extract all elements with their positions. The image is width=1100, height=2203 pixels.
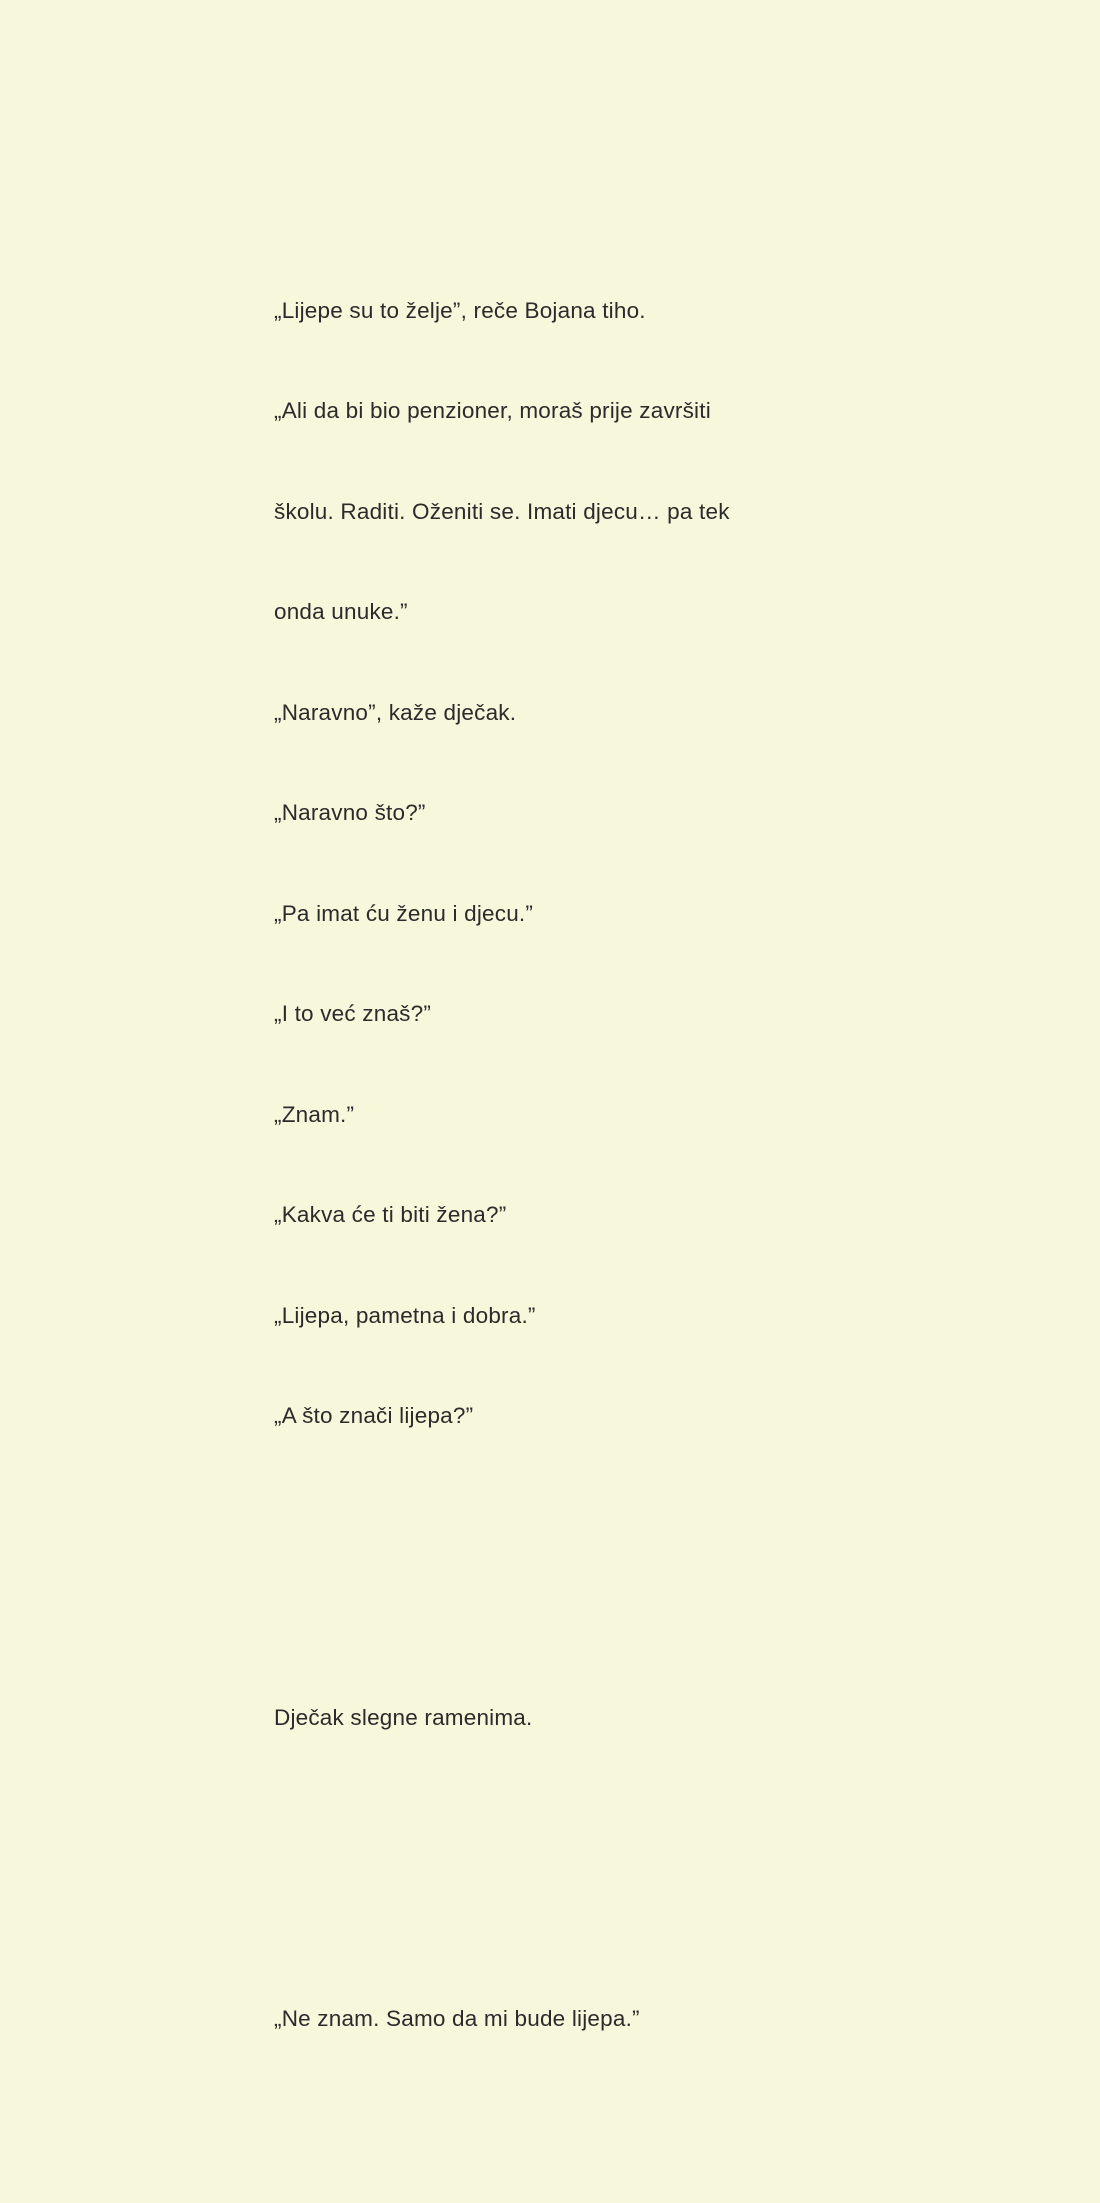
text-line: „Naravno”, kaže dječak. — [274, 699, 517, 725]
paragraph — [274, 1634, 914, 1802]
text-line: „Ali da bi bio penzioner, moraš prije završiti — [274, 398, 711, 423]
paragraph — [274, 227, 914, 1500]
text-line: Dječak slegne ramenima. — [274, 1704, 533, 1730]
text-line: „I to već znaš?” — [274, 1001, 432, 1026]
text-line: „Lijepe su to želje”, reče Bojana tiho. — [274, 297, 646, 323]
text-line: onda unuke.” — [274, 599, 408, 624]
text-line: „Pa imat ću ženu i djecu.” — [274, 900, 534, 926]
text-line: „Naravno što?” — [274, 800, 426, 825]
text-line: školu. Raditi. Oženiti se. Imati djecu… pa tek — [274, 498, 730, 524]
text-line: „Kakva će ti biti žena?” — [274, 1202, 507, 1227]
text-line: „Znam.” — [274, 1101, 355, 1127]
text-line: „A što znači lijepa?” — [274, 1403, 474, 1428]
paragraph — [274, 1935, 914, 2103]
text-line: „Ne znam. Samo da mi bude lijepa.” — [274, 2006, 640, 2031]
text-line: „Lijepa, pametna i dobra.” — [274, 1302, 536, 1328]
document-text-block — [274, 126, 914, 2203]
